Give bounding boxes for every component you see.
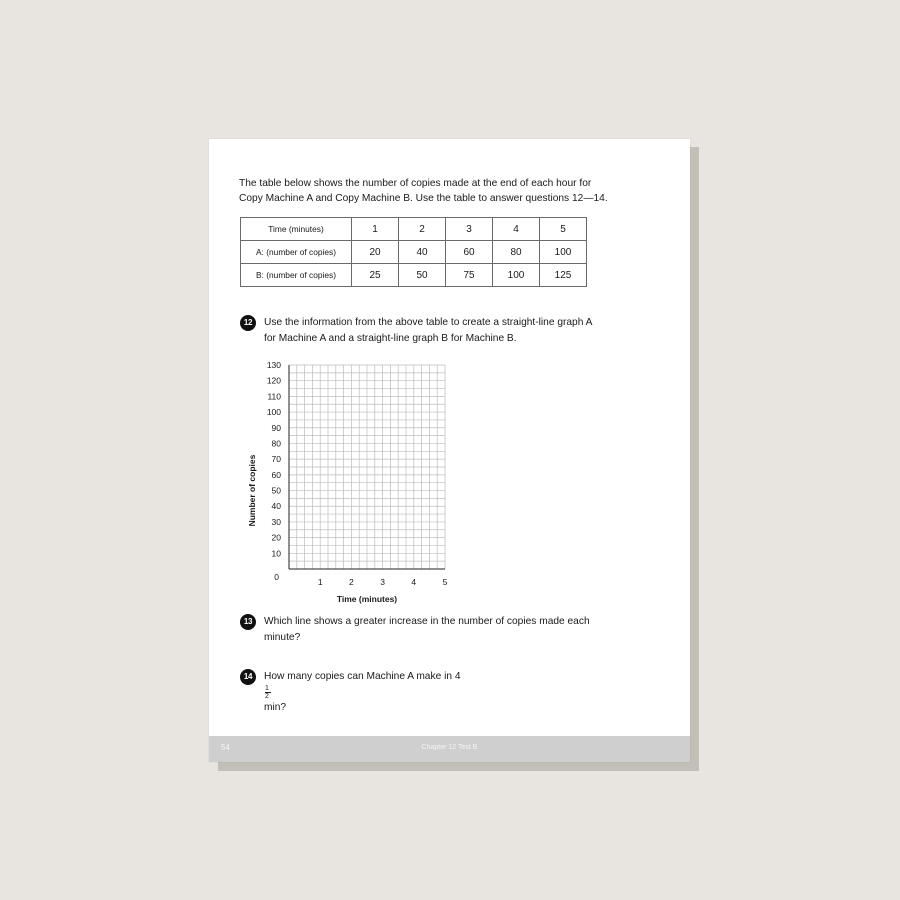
table-header-label: Time (minutes) bbox=[241, 218, 352, 241]
x-tick-label: 1 bbox=[317, 577, 323, 587]
fraction-denominator: 2 bbox=[265, 692, 269, 700]
intro-line-2: Copy Machine A and Copy Machine B. Use the table to answer questions 12—14. bbox=[239, 193, 608, 204]
x-tick-label: 2 bbox=[349, 577, 354, 587]
question-line: for Machine A and a straight-line graph B for Machine B. bbox=[264, 332, 517, 344]
question-number-badge: 14 bbox=[240, 669, 256, 685]
question-line: minute? bbox=[264, 631, 301, 643]
y-tick-label: 60 bbox=[271, 469, 281, 480]
y-tick-label: 110 bbox=[267, 391, 281, 402]
y-tick-label: 40 bbox=[271, 501, 281, 512]
table-row bbox=[241, 264, 587, 287]
y-tick-label: 20 bbox=[271, 532, 281, 543]
y-tick-label: 100 bbox=[266, 407, 281, 418]
table-cell: 20 bbox=[352, 241, 399, 264]
fraction bbox=[265, 685, 623, 700]
question-text-after: min? bbox=[264, 701, 287, 713]
table-cell: 25 bbox=[352, 264, 399, 287]
worksheet-page bbox=[209, 139, 690, 762]
table-cell: 5 bbox=[540, 218, 587, 241]
y-tick-label: 130 bbox=[266, 360, 281, 370]
page-footer bbox=[209, 736, 690, 762]
table-cell: 100 bbox=[493, 264, 540, 287]
question-12 bbox=[240, 315, 624, 346]
question-13 bbox=[240, 614, 624, 645]
x-axis-label: Time (minutes) bbox=[336, 594, 398, 604]
table-cell: 40 bbox=[399, 241, 446, 264]
y-tick-label: 80 bbox=[271, 438, 281, 449]
y-tick-label: 50 bbox=[271, 485, 281, 496]
x-tick-label: 3 bbox=[380, 577, 385, 587]
question-number-badge: 12 bbox=[240, 315, 256, 331]
table-cell: 60 bbox=[446, 241, 493, 264]
table-cell: 75 bbox=[446, 264, 493, 287]
intro-text bbox=[239, 176, 659, 206]
question-text-before: How many copies can Machine A make in 4 bbox=[264, 671, 461, 682]
footer-title: Chapter 12 Test B bbox=[421, 744, 478, 751]
y-tick-label: 70 bbox=[271, 454, 281, 465]
table-cell: 2 bbox=[399, 218, 446, 241]
table-row-label: B: (number of copies) bbox=[241, 264, 352, 287]
y-tick-label: 30 bbox=[271, 516, 281, 527]
question-number-badge: 13 bbox=[240, 614, 256, 630]
table-cell: 100 bbox=[540, 241, 587, 264]
intro-line-1: The table below shows the number of copies made at the end of each hour for bbox=[239, 178, 592, 189]
table-cell: 50 bbox=[399, 264, 446, 287]
table-row-label: A: (number of copies) bbox=[241, 241, 352, 264]
x-tick-label: 5 bbox=[442, 577, 448, 587]
y-tick-label: 10 bbox=[271, 548, 281, 559]
question-line: Which line shows a greater increase in the number of copies made each bbox=[264, 616, 590, 627]
copies-table bbox=[240, 217, 587, 287]
y-axis-label: Number of copies bbox=[247, 454, 257, 527]
y-tick-label: 120 bbox=[266, 375, 281, 386]
question-line bbox=[264, 669, 624, 715]
question-line: Use the information from the above table to create a straight-line graph A bbox=[264, 317, 593, 328]
question-text bbox=[264, 614, 624, 645]
table-cell: 3 bbox=[446, 218, 493, 241]
table-cell: 125 bbox=[540, 264, 587, 287]
page-number: 54 bbox=[221, 743, 230, 752]
question-14 bbox=[240, 669, 624, 715]
y-tick-label: 90 bbox=[271, 422, 281, 433]
question-text bbox=[264, 315, 624, 346]
question-text bbox=[264, 669, 624, 715]
blank-graph[interactable] bbox=[239, 357, 459, 607]
x-tick-label: 4 bbox=[411, 577, 417, 587]
table-row bbox=[241, 241, 587, 264]
table-row bbox=[241, 218, 587, 241]
table-cell: 1 bbox=[352, 218, 399, 241]
origin-label: 0 bbox=[274, 572, 279, 582]
table-cell: 4 bbox=[493, 218, 540, 241]
fraction-numerator: 1 bbox=[265, 684, 269, 692]
table-cell: 80 bbox=[493, 241, 540, 264]
